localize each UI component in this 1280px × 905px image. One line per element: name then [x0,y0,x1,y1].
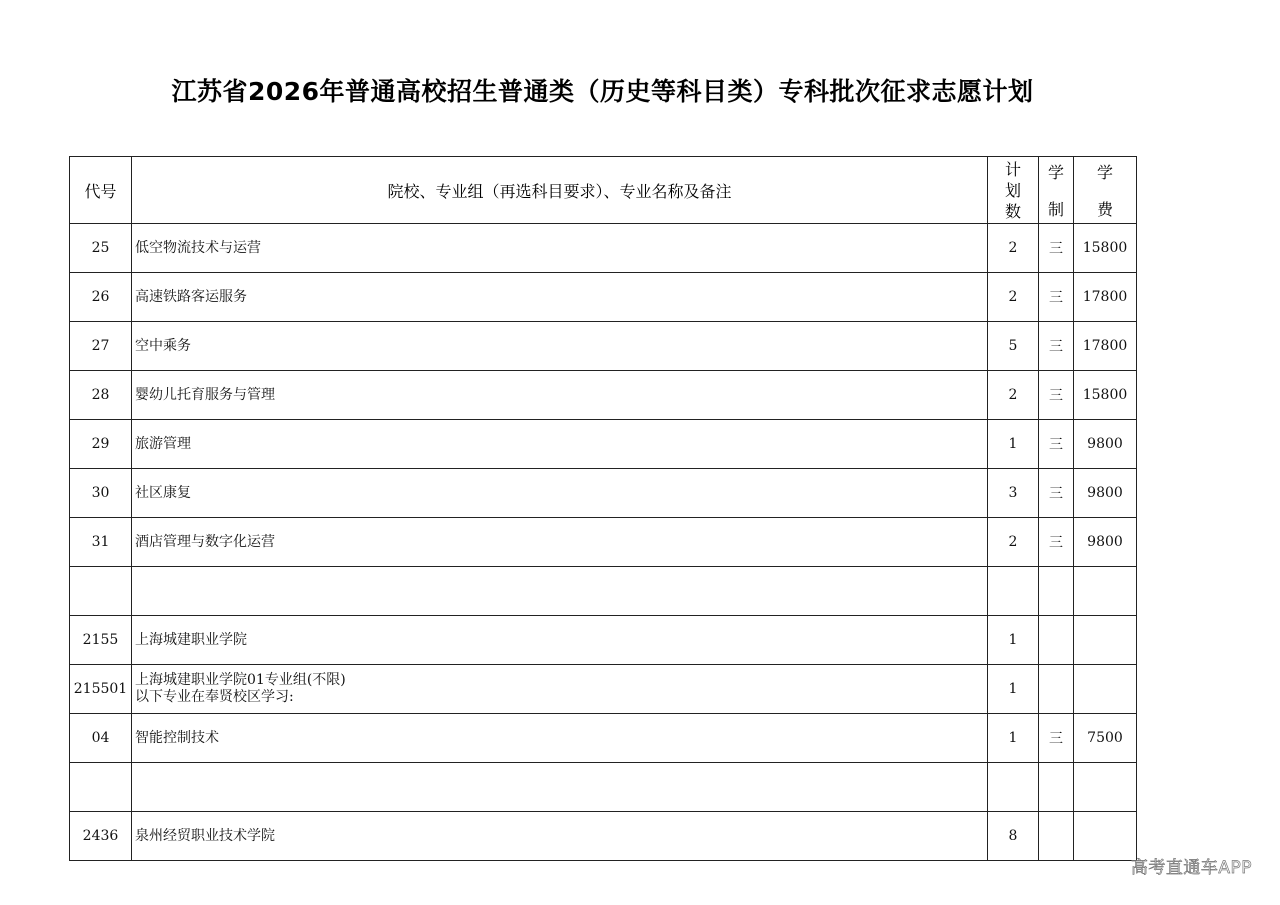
cell-code: 30 [70,469,132,518]
cell-plan-count [988,763,1039,812]
cell-name-line: 低空物流技术与运营 [135,239,261,256]
table-row [70,224,1137,273]
cell-name-line: 空中乘务 [135,337,191,354]
cell-code: 31 [70,518,132,567]
cell-name-line: 智能控制技术 [135,729,219,746]
header-plan-count [988,157,1039,224]
fee-char: 学 [1096,163,1113,182]
cell-name-line: 泉州经贸职业技术学院 [135,827,275,844]
cell-plan-count: 3 [988,469,1039,518]
cell-duration [1039,812,1074,861]
plan_count-char: 计 [1004,159,1021,179]
header-code: 代号 [70,157,132,224]
table-row [70,714,1137,763]
cell-name-line: 上海城建职业学院 [135,631,247,648]
cell-duration [1039,665,1074,714]
header-duration [1039,157,1074,224]
cell-name [132,420,988,469]
cell-duration [1039,763,1074,812]
table-row [70,322,1137,371]
cell-name-line: 婴幼儿托育服务与管理 [135,386,275,403]
cell-code [70,763,132,812]
cell-name [132,763,988,812]
table-header-row [70,157,1137,224]
cell-plan-count: 5 [988,322,1039,371]
cell-name [132,812,988,861]
cell-code: 27 [70,322,132,371]
fee-char: 费 [1096,200,1113,219]
watermark: 高考直通车APP [1130,858,1252,878]
cell-name [132,273,988,322]
cell-duration [1039,567,1074,616]
table-row [70,371,1137,420]
cell-fee: 7500 [1074,714,1137,763]
cell-code: 2436 [70,812,132,861]
table-row [70,273,1137,322]
cell-code [70,567,132,616]
cell-fee: 9800 [1074,469,1137,518]
cell-name [132,322,988,371]
cell-name [132,567,988,616]
cell-plan-count: 2 [988,224,1039,273]
table-row [70,763,1137,812]
cell-duration [1039,616,1074,665]
duration-char: 制 [1047,200,1064,219]
cell-name-line: 上海城建职业学院01专业组(不限) [135,672,346,688]
cell-name-line: 高速铁路客运服务 [135,288,247,305]
cell-fee [1074,812,1137,861]
cell-name [132,665,988,714]
cell-code: 04 [70,714,132,763]
table-row [70,518,1137,567]
cell-code: 2155 [70,616,132,665]
header-fee [1074,157,1137,224]
table-row [70,812,1137,861]
cell-code: 28 [70,371,132,420]
header-name: 院校、专业组（再选科目要求）、专业名称及备注 [132,157,988,224]
plan_count-char: 划 [1004,180,1021,200]
plan_count-char: 数 [1004,201,1021,221]
cell-duration: 三 [1039,714,1074,763]
cell-code: 215501 [70,665,132,714]
cell-duration: 三 [1039,224,1074,273]
table-row [70,469,1137,518]
cell-name-line: 以下专业在奉贤校区学习: [135,689,294,705]
cell-fee: 15800 [1074,224,1137,273]
cell-fee: 17800 [1074,322,1137,371]
cell-plan-count: 2 [988,371,1039,420]
table-row [70,567,1137,616]
table-row [70,616,1137,665]
cell-plan-count: 2 [988,518,1039,567]
cell-name [132,469,988,518]
cell-duration: 三 [1039,273,1074,322]
cell-fee: 9800 [1074,420,1137,469]
cell-fee [1074,763,1137,812]
cell-plan-count: 1 [988,420,1039,469]
cell-fee: 9800 [1074,518,1137,567]
cell-plan-count: 1 [988,616,1039,665]
cell-plan-count: 1 [988,665,1039,714]
cell-duration: 三 [1039,518,1074,567]
cell-code: 29 [70,420,132,469]
duration-char: 学 [1047,163,1064,182]
cell-name [132,714,988,763]
cell-fee [1074,567,1137,616]
cell-name-line: 酒店管理与数字化运营 [135,533,275,550]
cell-plan-count [988,567,1039,616]
cell-plan-count: 1 [988,714,1039,763]
cell-name [132,616,988,665]
cell-code: 25 [70,224,132,273]
document-title: 江苏省2026年普通高校招生普通类（历史等科目类）专科批次征求志愿计划 [171,77,1034,106]
cell-fee [1074,616,1137,665]
cell-name [132,371,988,420]
cell-plan-count: 2 [988,273,1039,322]
cell-code: 26 [70,273,132,322]
cell-duration: 三 [1039,420,1074,469]
cell-duration: 三 [1039,322,1074,371]
cell-fee: 17800 [1074,273,1137,322]
cell-fee [1074,665,1137,714]
cell-name [132,518,988,567]
table-row [70,665,1137,714]
cell-duration: 三 [1039,469,1074,518]
table-body [70,224,1137,861]
cell-duration: 三 [1039,371,1074,420]
cell-name-line: 社区康复 [135,484,191,501]
cell-fee: 15800 [1074,371,1137,420]
cell-name [132,224,988,273]
plan-table [69,156,1137,861]
table-row [70,420,1137,469]
cell-name-line: 旅游管理 [135,435,191,452]
cell-plan-count: 8 [988,812,1039,861]
